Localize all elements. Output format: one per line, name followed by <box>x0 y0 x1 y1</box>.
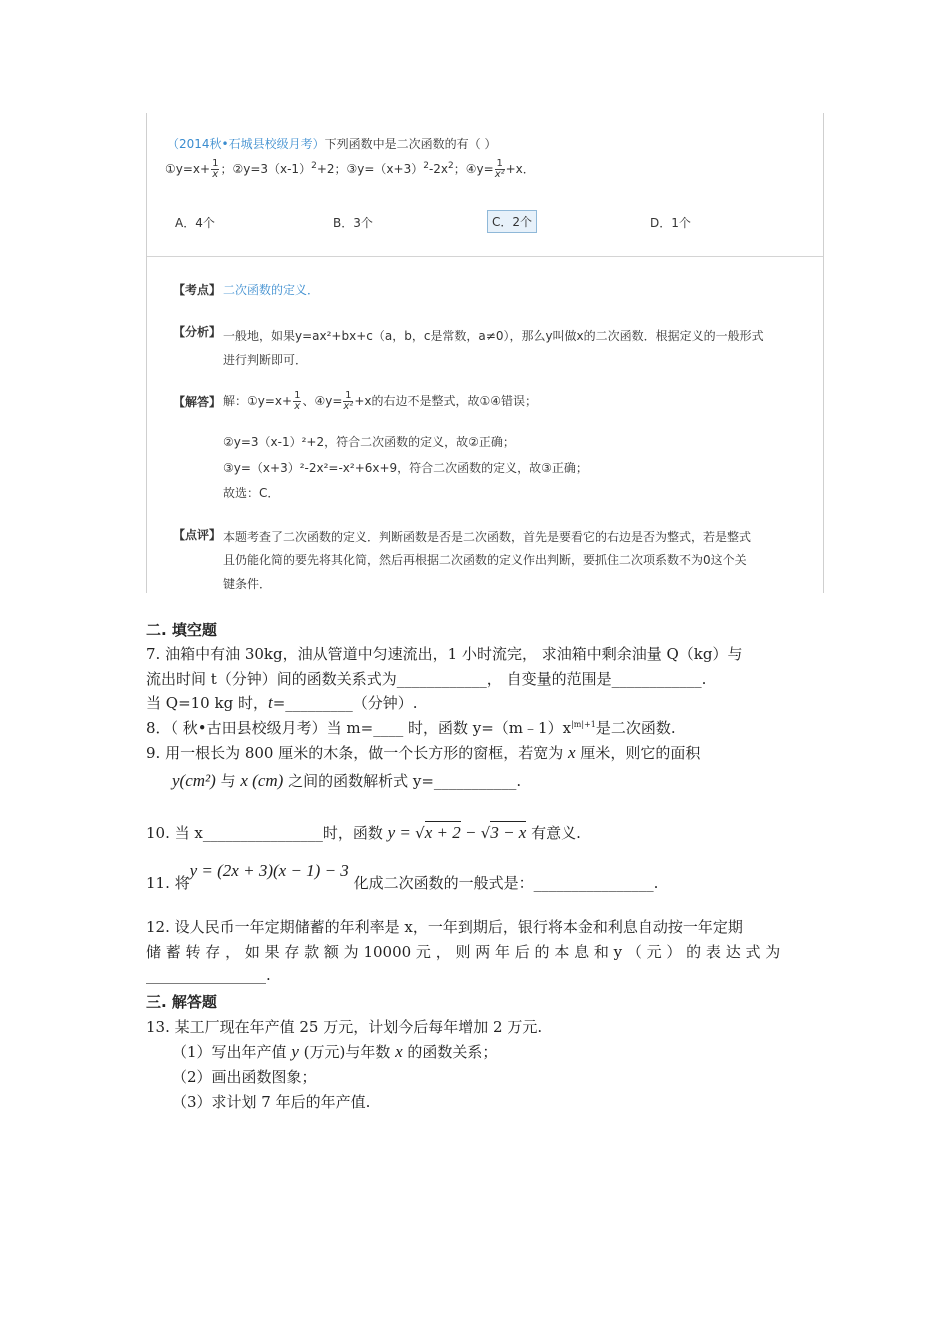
card-divider <box>147 256 823 257</box>
fn4: ；④y= <box>453 162 494 176</box>
option-d[interactable]: D．1个 <box>650 216 691 230</box>
function-list: ①y=x+ $\frac{1}{x}$ ；$②y=3(x-1)^2+2$；$③y=(x+3)^2-2x^2$；④y= $\frac{1}{\text{x²}}$ +x． <box>165 158 535 180</box>
solution-card <box>146 113 824 593</box>
dianping-line2: 且仍能化简的要先将其化简，然后再根据二次函数的定义作出判断，要抓住二次项系数不为0这个关 <box>223 553 747 567</box>
q7-line1: 7. 油箱中有油 30kg，油从管道中匀速流出，1 小时流完， 求油箱中剩余油量 Q（kg）与 <box>146 645 743 663</box>
q12-line3: ________________. <box>146 966 271 984</box>
kaodian-tag: 【考点】 <box>173 283 222 297</box>
option-a[interactable]: A．4个 <box>175 216 215 230</box>
jieda-line3: ③y=（x+3）²-2x²=-x²+6x+9，符合二次函数的定义，故③正确； <box>223 461 588 475</box>
q13-part1: （1）写出年产值 y (万元)与年数 x 的函数关系； <box>172 1042 498 1061</box>
option-b[interactable]: B．3个 <box>333 216 373 230</box>
fn3: +2；③y=（x+3） <box>316 162 424 176</box>
kaodian-link[interactable]: 二次函数的定义． <box>223 283 320 297</box>
jieda-tag: 【解答】 <box>173 395 222 409</box>
fn4-fraction: $\frac{1}{\text{x²}}$ <box>494 158 505 180</box>
section3-title: 三. 解答题 <box>146 993 217 1011</box>
q13-part3: （3）求计划 7 年后的年产值. <box>172 1093 371 1111</box>
question-text: 下列函数中是二次函数的有（ ） <box>324 137 497 151</box>
fn1: ①y=x+ <box>165 162 211 176</box>
question-line <box>167 135 496 152</box>
q9-line2: y(cm²) 与 x (cm) 之间的函数解析式 y=___________. <box>172 771 522 790</box>
q13: 13. 某工厂现在年产值 25 万元，计划今后每年增加 2 万元. <box>146 1018 543 1036</box>
q13-part2: （2）画出函数图象； <box>172 1068 317 1086</box>
jieda-line1: 解：①y=x+ $\frac{1}{x}$ 、④y= $\frac{1}{\text{x²}}$ +x的右边不是整式，故①④错误； <box>223 390 537 412</box>
q9-line1: 9. 用一根长为 800 厘米的木条，做一个长方形的窗框，若宽为 x 厘米，则它的面积 <box>146 743 701 762</box>
dianping-tag: 【点评】 <box>173 528 222 542</box>
fn1-fraction: $\frac{1}{x}$ <box>212 158 219 180</box>
fenxi-line2: 进行判断即可． <box>223 353 308 367</box>
dianping-line1: 本题考查了二次函数的定义．判断函数是否是二次函数，首先是要看它的右边是否为整式，若是整式 <box>223 530 752 544</box>
q7-line2: 流出时间 t（分钟）间的函数关系式为____________， 自变量的范围是____________. <box>146 670 707 688</box>
q7-line3: 当 Q=10 kg 时，t=_________（分钟）. <box>146 693 418 712</box>
q11: 11. 将y = (2x + 3)(x − 1) − 3 化成二次函数的一般式是：________________. <box>146 861 659 892</box>
option-c-selected[interactable]: C．2个 <box>487 210 537 233</box>
q12-line2: 储 蓄 转 存 ， 如 果 存 款 额 为 10000 元 ， 则 两 年 后 的 本 息 和 y （ 元 ） 的 表 达 式 为 <box>146 943 781 961</box>
question-source[interactable]: （2014秋•石城县校级月考） <box>167 137 325 151</box>
q12-line1: 12. 设人民币一年定期储蓄的年利率是 x，一年到期后，银行将本金和利息自动按一年定期 <box>146 918 743 936</box>
fenxi-line1: 一般地，如果y=ax²+bx+c（a，b，c是常数，a≠0），那么y叫做x的二次函数．根据定义的一般形式 <box>223 329 764 343</box>
fn2: ；②y=3（x-1） <box>220 162 312 176</box>
dianping-line3: 键条件． <box>223 577 272 591</box>
jieda-line4: 故选：C． <box>223 486 280 500</box>
jieda-line2: ②y=3（x-1）²+2，符合二次函数的定义，故②正确； <box>223 435 515 449</box>
fenxi-tag: 【分析】 <box>173 325 222 339</box>
q8: 8．（ 秋•古田县校级月考）当 m=____ 时，函数 $y=(m﹣1)x^{|m|+1}$是二次函数. <box>146 719 676 737</box>
q10: 10. 当 x________________时，函数 y = √x + 2 − √3 − x 有意义. <box>146 823 581 842</box>
section2-title: 二. 填空题 <box>146 621 217 639</box>
